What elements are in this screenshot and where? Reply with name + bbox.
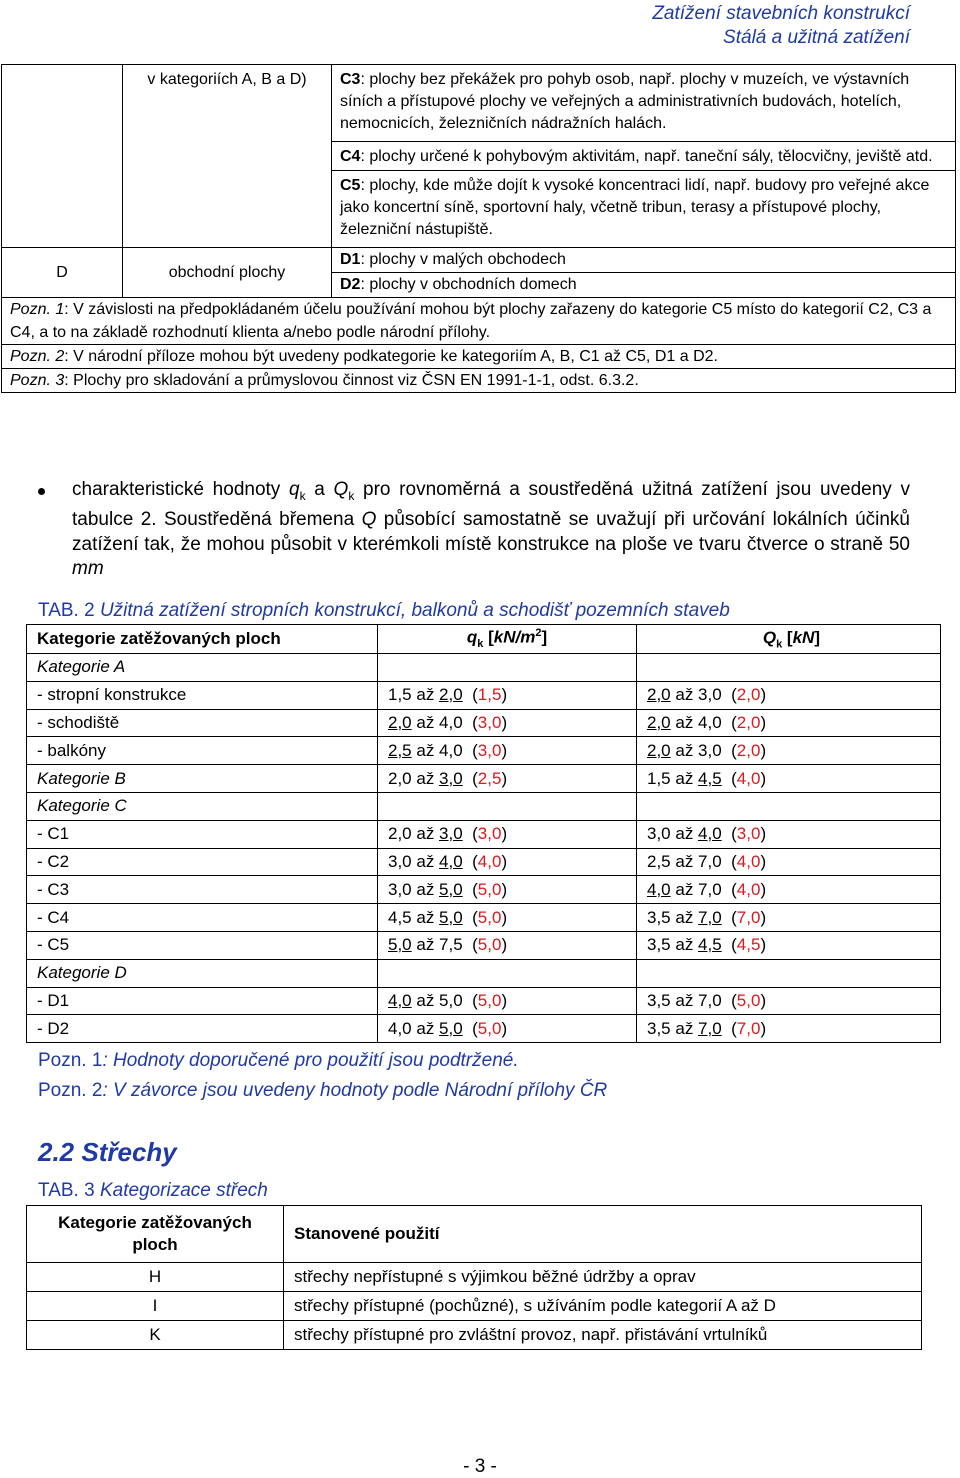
roof-category-use: střechy přístupné (pochůzné), s užíváním podle kategorií A až D	[284, 1292, 922, 1321]
row-category: Kategorie C	[27, 792, 378, 820]
row-qk: 2,0 až 3,0 (2,5)	[378, 765, 637, 793]
running-header	[652, 2, 910, 50]
row-category: - stropní konstrukce	[27, 681, 378, 709]
header-qk: $q_k$ $[kN/m^2]$	[378, 625, 637, 654]
table-row	[27, 876, 941, 904]
row-qk: 2,5 až 4,0 (3,0)	[378, 737, 637, 765]
row-Qk: 3,5 až 7,0 (7,0)	[637, 904, 941, 932]
row-category: - C1	[27, 820, 378, 848]
row-qk: 3,0 až 4,0 (4,0)	[378, 848, 637, 876]
roof-category-use: střechy přístupné pro zvláštní provoz, např. přistávání vrtulníků	[284, 1321, 922, 1350]
header-category: Kategorie zatěžovaných ploch	[27, 625, 378, 654]
use-d1: D1: plochy v malých obchodech	[332, 248, 956, 273]
table-row	[27, 959, 941, 987]
row-qk: 2,0 až 4,0 (3,0)	[378, 709, 637, 737]
table-row	[27, 1015, 941, 1043]
bullet-paragraph: charakteristické hodnoty $q_k$ a $Q_k$ pro rovnoměrná a soustředěná užitná zatížení jsou uvedeny v tabulce 2. Soustředěná břemena Q působící samostatně se uvažují při určování lokálních účinků zatížení tak, že mohou působit v kterémkoli místě konstrukce na ploše ve tvaru čtverce o straně 50 mm	[38, 478, 910, 582]
bullet-dot-icon	[38, 488, 45, 495]
roof-category-code: I	[27, 1292, 284, 1321]
row-Qk: 3,5 až 4,5 (4,5)	[637, 931, 941, 959]
row-category: - balkóny	[27, 737, 378, 765]
header-roof-category: Kategorie zatěžovaných ploch	[27, 1206, 284, 1263]
table-row	[27, 792, 941, 820]
row-Qk: 2,0 až 4,0 (2,0)	[637, 709, 941, 737]
header-Qk: $Q_k$ [kN]	[637, 625, 941, 654]
row-category: Kategorie B	[27, 765, 378, 793]
row-Qk: 1,5 až 4,5 (4,0)	[637, 765, 941, 793]
table1-note-1: Pozn. 1: V závislosti na předpokládaném účelu používání mohou být plochy zařazeny do kategorie C5 místo do kategorií C2, C3 a C4, a to na základě rozhodnutí klienta a/nebo podle národní přílohy.	[2, 298, 956, 345]
row-category: - C5	[27, 931, 378, 959]
row-qk: 1,5 až 2,0 (1,5)	[378, 681, 637, 709]
row-category: - D1	[27, 987, 378, 1015]
use-c5: C5: plochy, kde může dojít k vysoké koncentraci lidí, např. budovy pro veřejné akce jako koncertní síně, sportovní haly, včetně tribun, terasy a přístupové plochy, železniční nástupiště.	[332, 171, 956, 248]
section-heading: 2.2 Střechy	[38, 1137, 177, 1167]
table2-note-1: Pozn. 1: Hodnoty doporučené pro použití jsou podtržené.	[38, 1050, 519, 1071]
table-row	[27, 1263, 922, 1292]
row-qk: 4,0 až 5,0 (5,0)	[378, 1015, 637, 1043]
table-row	[27, 737, 941, 765]
row-Qk: 3,0 až 4,0 (3,0)	[637, 820, 941, 848]
category-name-cell: v kategoriích A, B a D)	[123, 65, 332, 248]
row-category: - D2	[27, 1015, 378, 1043]
row-Qk: 3,5 až 7,0 (7,0)	[637, 1015, 941, 1043]
table-row	[27, 709, 941, 737]
row-qk: 2,0 až 3,0 (3,0)	[378, 820, 637, 848]
category-d-code: D	[2, 248, 123, 298]
row-qk: 3,0 až 5,0 (5,0)	[378, 876, 637, 904]
imposed-loads-table	[26, 624, 941, 1043]
table-row	[27, 820, 941, 848]
row-Qk: 2,0 až 3,0 (2,0)	[637, 737, 941, 765]
row-qk: 4,5 až 5,0 (5,0)	[378, 904, 637, 932]
page-number: - 3 -	[463, 1456, 497, 1477]
row-category: - C4	[27, 904, 378, 932]
row-Qk: 3,5 až 7,0 (5,0)	[637, 987, 941, 1015]
roof-category-code: H	[27, 1263, 284, 1292]
row-category: - schodiště	[27, 709, 378, 737]
header-line-2: Stálá a užitná zatížení	[723, 27, 910, 48]
row-category: Kategorie D	[27, 959, 378, 987]
table1-note-2: Pozn. 2: V národní příloze mohou být uvedeny podkategorie ke kategoriím A, B, C1 až C5, D1 a D2.	[2, 345, 956, 369]
category-d-name: obchodní plochy	[123, 248, 332, 298]
table2-notes	[38, 1046, 607, 1106]
table3-caption: TAB. 3 Kategorizace střech	[38, 1180, 268, 1201]
table-row	[27, 904, 941, 932]
row-Qk: 4,0 až 7,0 (4,0)	[637, 876, 941, 904]
row-category: - C2	[27, 848, 378, 876]
imposed-loads-body	[27, 654, 941, 1043]
row-category: - C3	[27, 876, 378, 904]
use-c3: C3: plochy bez překážek pro pohyb osob, např. plochy v muzeích, ve výstavních síních a přístupové plochy ve veřejných a administrativních budovách, hotelích, nemocnicích, železničních nádražních halách.	[332, 65, 956, 142]
use-c4: C4: plochy určené k pohybovým aktivitám, např. taneční sály, tělocvičny, jeviště atd.	[332, 142, 956, 171]
roof-category-code: K	[27, 1321, 284, 1350]
table-row	[27, 765, 941, 793]
table-row	[27, 987, 941, 1015]
category-table-continued	[1, 64, 956, 393]
table2-caption: TAB. 2 Užitná zatížení stropních konstrukcí, balkonů a schodišť pozemních staveb	[38, 600, 730, 621]
table-row	[27, 1321, 922, 1350]
roof-category-use: střechy nepřístupné s výjimkou běžné údržby a oprav	[284, 1263, 922, 1292]
row-qk: 5,0 až 7,5 (5,0)	[378, 931, 637, 959]
table-row	[27, 931, 941, 959]
row-Qk: 2,0 až 3,0 (2,0)	[637, 681, 941, 709]
table-row	[27, 654, 941, 682]
table-row	[27, 848, 941, 876]
header-roof-use: Stanovené použití	[284, 1206, 922, 1263]
roof-category-table	[26, 1205, 922, 1350]
use-d2: D2: plochy v obchodních domech	[332, 273, 956, 298]
row-qk: 4,0 až 5,0 (5,0)	[378, 987, 637, 1015]
table2-note-2: Pozn. 2: V závorce jsou uvedeny hodnoty podle Národní přílohy ČR	[38, 1080, 608, 1101]
table-row	[27, 681, 941, 709]
table-row	[27, 1292, 922, 1321]
roof-category-body	[27, 1263, 922, 1350]
table1-note-3: Pozn. 3: Plochy pro skladování a průmyslovou činnost viz ČSN EN 1991-1-1, odst. 6.3.2.	[2, 369, 956, 393]
row-Qk: 2,5 až 7,0 (4,0)	[637, 848, 941, 876]
header-line-1: Zatížení stavebních konstrukcí	[652, 3, 910, 24]
row-category: Kategorie A	[27, 654, 378, 682]
